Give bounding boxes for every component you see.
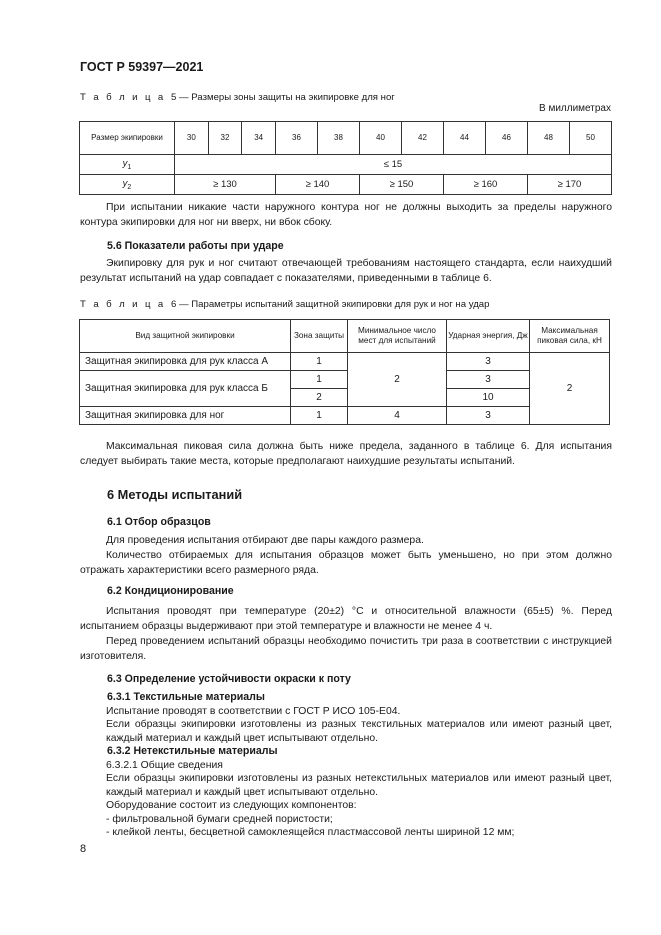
section-title: 6 Методы испытаний	[107, 487, 243, 502]
section-title: 6.3 Определение устойчивости окраски к поту	[107, 673, 351, 685]
table-cell: 1	[291, 371, 348, 389]
table-cell: $y_1$	[80, 155, 175, 175]
document-header: ГОСТ Р 59397—2021	[80, 60, 204, 74]
table-row	[80, 353, 610, 371]
table-cell: ≥ 140	[275, 175, 359, 195]
paragraph: Перед проведением испытаний образцы необходимо почистить три раза в соответствии с инструкцией изготовителя.	[80, 636, 612, 662]
table-cell: 4	[348, 407, 447, 425]
table-cell: 42	[401, 122, 443, 155]
paragraph: Для проведения испытания отбирают две пары каждого размера.	[106, 535, 424, 546]
page-number: 8	[80, 843, 87, 855]
table-row	[80, 122, 612, 155]
table5-unit: В миллиметрах	[539, 103, 611, 114]
table-cell: 1	[291, 353, 348, 371]
table5-caption: Т а б л и ц а 5 — Размеры зоны защиты на экипировке для ног	[80, 92, 395, 103]
table-6	[79, 319, 610, 425]
table-row	[80, 320, 610, 353]
paragraph: Экипировку для рук и ног считают отвечающей требованиям настоящего стандарта, если наихудший результат испытаний на удар совпадает с показателями, приведенными в таблице 6.	[80, 258, 612, 284]
table-cell: ≥ 160	[443, 175, 527, 195]
table-header-cell: Минимальное число мест для испытаний	[348, 320, 447, 353]
table-cell: Защитная экипировка для рук класса А	[80, 353, 291, 371]
paragraph: Количество отбираемых для испытания образцов может быть уменьшено, но при этом должно отражать характеристики всего размерного ряда.	[80, 550, 612, 576]
table6-caption: Т а б л и ц а 6 — Параметры испытаний защитной экипировки для рук и ног на удар	[80, 299, 490, 310]
table-header-cell: Ударная энергия, Дж	[447, 320, 530, 353]
table-cell: 3	[447, 353, 530, 371]
table-cell: 50	[569, 122, 611, 155]
table-cell: ≥ 130	[175, 175, 276, 195]
table-cell: 10	[447, 389, 530, 407]
table-cell: 3	[447, 371, 530, 389]
table-cell: 30	[175, 122, 209, 155]
table-cell: ≥ 150	[359, 175, 443, 195]
table-cell: 2	[348, 353, 447, 407]
table-cell: ≥ 170	[527, 175, 611, 195]
table-cell: $y_2$	[80, 175, 175, 195]
table-cell: 40	[359, 122, 401, 155]
table-5	[79, 121, 612, 195]
table-cell: 48	[527, 122, 569, 155]
table-header-cell: Зона защиты	[291, 320, 348, 353]
table-cell: ≤ 15	[175, 155, 612, 175]
table-cell: 36	[275, 122, 317, 155]
table-cell: 38	[317, 122, 359, 155]
list-item: - клейкой ленты, бесцветной самоклеящейся пластмассовой ленты шириной 12 мм;	[106, 827, 515, 839]
table-row	[80, 155, 612, 175]
text-line: Оборудование состоит из следующих компонентов:	[106, 800, 357, 812]
table-cell: 46	[485, 122, 527, 155]
table-row	[80, 175, 612, 195]
table-cell: 3	[447, 407, 530, 425]
section-title: 6.3.1 Текстильные материалы	[107, 691, 265, 703]
section-title: 6.3.2 Нетекстильные материалы	[107, 745, 278, 757]
table-cell: Защитная экипировка для рук класса Б	[80, 371, 291, 407]
text-block	[80, 705, 612, 745]
table-cell: 1	[291, 407, 348, 425]
text-line: 6.3.2.1 Общие сведения	[106, 760, 223, 771]
paragraph: Максимальная пиковая сила должна быть ниже предела, заданного в таблице 6. Для испытания следует выбирать такие места, которые предполагают наихудшие результаты испытаний.	[80, 441, 612, 467]
table-cell: 2	[530, 353, 610, 425]
text-line: Испытание проводят в соответствии с ГОСТ Р ИСО 105-Е04.	[106, 706, 401, 717]
table-cell: 34	[242, 122, 276, 155]
table-cell: 2	[291, 389, 348, 407]
paragraph: При испытании никакие части наружного контура ног не должны выходить за пределы наружного контура экипировки для ног ни вверх, ни вбок сбоку.	[80, 202, 612, 228]
section-title: 5.6 Показатели работы при ударе	[107, 240, 284, 252]
table-header-cell: Размер экипировки	[80, 122, 175, 155]
table-cell: Защитная экипировка для ног	[80, 407, 291, 425]
text-line: Если образцы экипировки изготовлены из разных нетекстильных материалов или имеют разный цвет, каждый материал и каждый цвет испытывают отдельно.	[106, 773, 612, 798]
paragraph: Испытания проводят при температуре (20±2) °С и относительной влажности (65±5) %. Перед испытанием образцы выдерживают при этой температуре и влажности не менее 4 ч.	[80, 606, 612, 632]
table-cell: 44	[443, 122, 485, 155]
table-header-cell: Вид защитной экипировки	[80, 320, 291, 353]
text-line: Если образцы экипировки изготовлены из разных текстильных материалов или имеют разный цвет, каждый материал и каждый цвет испытывают отдельно.	[106, 719, 612, 744]
table-cell: 32	[208, 122, 242, 155]
list-item: - фильтровальной бумаги средней пористости;	[106, 813, 333, 825]
table-header-cell: Максимальная пиковая сила, кН	[530, 320, 610, 353]
section-title: 6.1 Отбор образцов	[107, 516, 211, 528]
text-block	[80, 759, 612, 839]
section-title: 6.2 Кондиционирование	[107, 585, 234, 597]
